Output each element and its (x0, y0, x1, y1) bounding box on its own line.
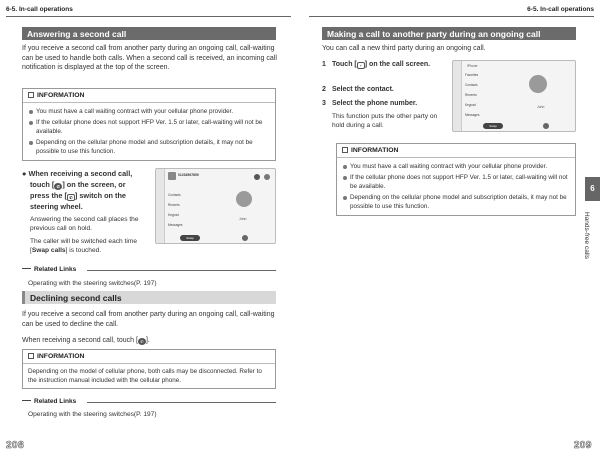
answer-detail: Answering the second call places the previous call on hold. (30, 216, 139, 232)
caller-name: John (537, 105, 545, 109)
section-title: Making a call to another party during an ongoing call (322, 27, 576, 40)
caller-avatar (529, 75, 547, 93)
phone-screen-illustration (452, 60, 576, 132)
decline-icon (254, 174, 260, 180)
screen-sidebar (156, 169, 165, 243)
information-box (22, 88, 276, 161)
screen-row: Contacts (465, 83, 478, 87)
add-call-icon: + (357, 62, 365, 69)
answer-icon (264, 174, 270, 180)
screen-row: Keypad (465, 103, 476, 107)
intro-text: You can call a new third party during an ongoing call. (322, 45, 486, 52)
decline-intro: If you receive a second call from another party during an ongoing call, call-waiting can be used to decline the call. (22, 311, 275, 328)
step-2: 2 Select the contact. (322, 86, 394, 93)
dash-icon (22, 268, 31, 269)
information-heading: INFORMATION (23, 350, 275, 364)
screen-title: iPhone (467, 64, 478, 68)
screen-row: Favorites (465, 73, 479, 77)
intro-text: If you receive a second call from another party during an ongoing call, call-waiting can be used to handle both calls. When a second call is received, an incoming call notification is displayed at the top of the screen. (22, 45, 277, 71)
phone-switch-icon: ✆ (67, 194, 75, 201)
step-3-detail: This function puts the other party on hold during a call. (332, 113, 438, 129)
info-square-icon (28, 92, 34, 98)
header-rule (6, 16, 291, 17)
decline-call-icon: ✆ (138, 338, 146, 345)
right-page (300, 0, 600, 462)
dash-icon (22, 400, 31, 401)
swap-button: Swap (180, 235, 200, 241)
chapter-tab: 6 (585, 177, 600, 201)
end-call-icon (543, 123, 549, 129)
chapter-side-label: Hands-free calls (583, 212, 590, 259)
info-item: If the cellular phone does not support HFP Ver. 1.5 or later, call-waiting will not be available. (343, 173, 570, 191)
call-screen-illustration (155, 168, 276, 244)
screen-row: Contacts (168, 193, 181, 197)
related-link[interactable]: Operating with the steering switches(P. 197) (28, 280, 157, 287)
information-heading: INFORMATION (23, 89, 275, 103)
swap-button: Swap (483, 123, 503, 129)
page-number: 208 (6, 440, 25, 451)
info-item: If the cellular phone does not support HFP Ver. 1.5 or later, call-waiting will not be available. (29, 118, 270, 136)
info-item: You must have a call waiting contract with your cellular phone provider. (29, 107, 270, 116)
header-rule (309, 16, 594, 17)
screen-sidebar (453, 61, 462, 131)
page-number: 209 (573, 440, 592, 451)
info-item: Depending on the cellular phone model and subscription details, it may not be possible to use this function. (343, 193, 570, 211)
info-square-icon (28, 353, 34, 359)
info-square-icon (342, 147, 348, 153)
end-call-icon (242, 235, 248, 241)
screen-row: Recents (168, 203, 180, 207)
step-3: 3 Select the phone number. (322, 100, 418, 107)
caller-name: John (239, 217, 247, 221)
step-1: 1 Touch [ + ] on the call screen. (322, 61, 431, 68)
contact-thumb (168, 172, 176, 180)
info-item: You must have a call waiting contract with your cellular phone provider. (343, 162, 570, 171)
info-item: Depending on the cellular phone model and subscription details, it may not be possible to use this function. (29, 138, 270, 156)
info-text: Depending on the model of cellular phone, both calls may be disconnected. Refer to the instruction manual included with the cellular phone. (28, 368, 262, 384)
decline-step: When receiving a second call, touch [ ✆ ]. (22, 337, 150, 344)
information-box-2 (22, 349, 276, 389)
answer-instruction: ● When receiving a second call, touch [ ✆ ] on the screen, or press the [ ✆ ] switch on the steering wheel. (22, 169, 133, 211)
caller-avatar (236, 191, 252, 207)
phone-answer-icon: ✆ (54, 183, 62, 190)
subsection-title: Declining second calls (22, 291, 276, 304)
screen-row: Messages (168, 223, 183, 227)
screen-row: Keypad (168, 213, 179, 217)
related-rule (87, 270, 276, 271)
related-links-label: Related Links (22, 398, 76, 405)
related-link[interactable]: Operating with the steering switches(P. 197) (28, 411, 157, 418)
swap-detail: The caller will be switched each time [Swap calls] is touched. (30, 238, 138, 254)
screen-row: Messages (465, 113, 480, 117)
incoming-number: 01234567890 (178, 173, 199, 177)
information-box (336, 143, 576, 216)
page-header: 6-5. In-call operations (527, 6, 594, 13)
information-heading: INFORMATION (337, 144, 575, 158)
related-links-label: Related Links (22, 266, 76, 273)
related-rule (87, 402, 276, 403)
page-header: 6-5. In-call operations (6, 6, 73, 13)
section-title: Answering a second call (22, 27, 276, 40)
screen-row: Recents (465, 93, 477, 97)
